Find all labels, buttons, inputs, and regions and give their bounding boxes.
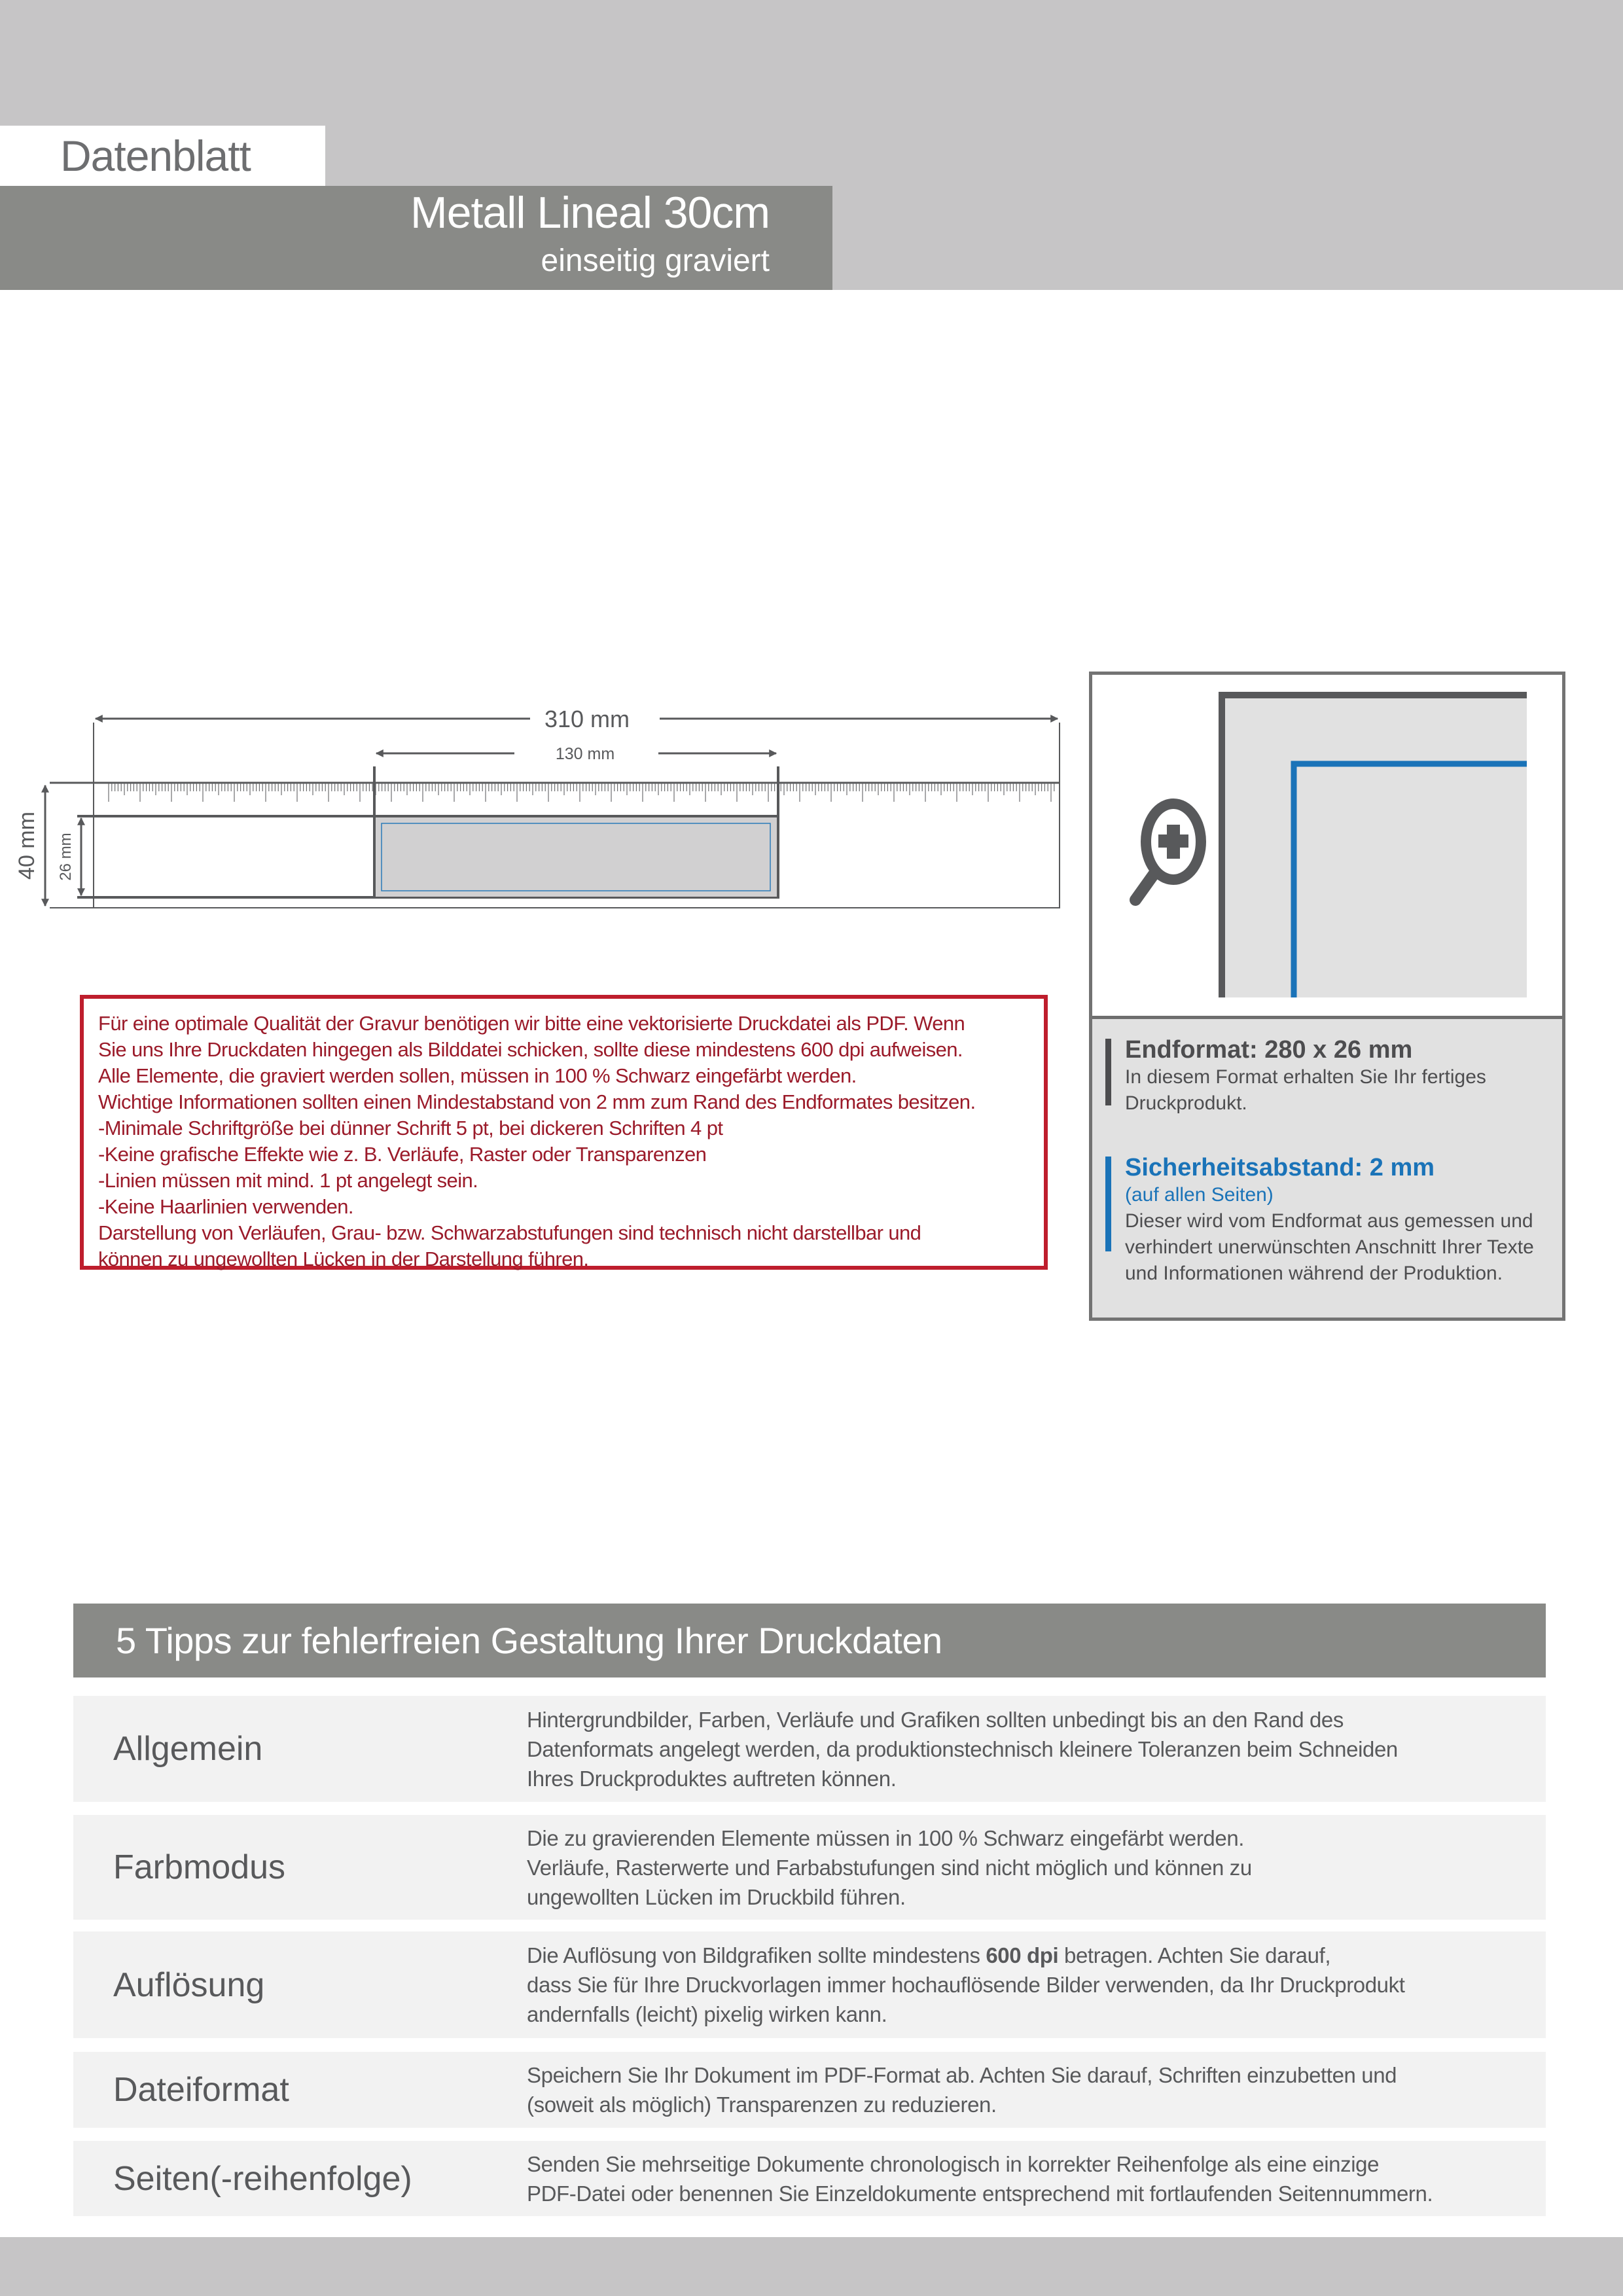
endformat-marker [1105,1039,1111,1105]
dim-26-label: 26 mm [57,833,75,881]
safety-marker [1105,1157,1111,1251]
notice-text [98,1011,1029,1272]
tips-header [73,1604,1546,1677]
tip-row-allgemein [73,1696,1546,1802]
product-subtitle: einseitig graviert [541,243,770,278]
tip-line [527,1941,1405,1970]
tip-description [527,1931,1405,2038]
tip-line: (soweit als möglich) Transparenzen zu reduzieren. [527,2092,997,2117]
ruler-ticks [109,783,1054,802]
tip-row-aufloesung [73,1931,1546,2038]
zoom-in-icon [1135,804,1201,900]
tip-text: Die Auflösung von Bildgrafiken sollte mindestens [527,1943,986,1967]
tip-emphasis: 600 dpi [986,1943,1059,1967]
format-info-panel [1089,672,1565,1321]
tip-line: andernfalls (leicht) pixelig wirken kann. [527,2002,887,2026]
notice-line: Wichtige Informationen sollten einen Mindestabstand von 2 mm zum Rand des Endformates besitzen. [98,1090,976,1113]
footer-band [0,2237,1623,2296]
notice-line: Für eine optimale Qualität der Gravur benötigen wir bitte eine vektorisierte Druckdatei als PDF. Wenn [98,1012,965,1035]
tip-row-farbmodus [73,1815,1546,1920]
zoom-preview [1092,675,1562,1019]
notice-line: -Keine Haarlinien verwenden. [98,1195,353,1218]
tip-line: ungewollten Lücken im Druckbild führen. [527,1884,906,1909]
endformat-body: In diesem Format erhalten Sie Ihr fertiges Druckprodukt. [1125,1066,1486,1114]
endformat-preview-area [1219,692,1527,997]
notice-line: -Minimale Schriftgröße bei dünner Schrift 5 pt, bei dickeren Schriften 4 pt [98,1117,723,1139]
tip-text: betragen. Achten Sie darauf, [1058,1943,1331,1967]
tip-description [527,2052,1397,2128]
notice-line: -Linien müssen mit mind. 1 pt angelegt sein. [98,1169,478,1192]
notice-line: Darstellung von Verläufen, Grau- bzw. Schwarzabstufungen sind technisch nicht darstellbar und [98,1221,921,1244]
dim-130-label: 130 mm [555,745,615,763]
endformat-block [1125,1035,1557,1117]
tip-description [527,1696,1398,1802]
tips-title: 5 Tipps zur fehlerfreien Gestaltung Ihrer Druckdaten [116,1620,942,1661]
doc-type-label: Datenblatt [60,132,251,180]
tip-label: Allgemein [113,1730,263,1768]
tip-label: Seiten(-reihenfolge) [113,2159,412,2198]
dim-310-label: 310 mm [544,706,630,732]
tip-label: Farbmodus [113,1848,285,1886]
notice-line: Alle Elemente, die graviert werden sollen, müssen in 100 % Schwarz eingefärbt werden. [98,1064,857,1087]
tip-line: Die zu gravierenden Elemente müssen in 100 % Schwarz eingefärbt werden. [527,1825,1245,1850]
tip-line: Ihres Druckproduktes auftreten können. [527,1766,897,1791]
tip-row-seiten [73,2141,1546,2216]
engrave-area [374,817,777,897]
tip-row-dateiformat [73,2052,1546,2128]
ruler-diagram [0,681,1086,929]
tip-line: Datenformats angelegt werden, da produktionstechnisch kleinere Toleranzen beim Schneiden [527,1736,1398,1761]
tip-label: Auflösung [113,1965,265,2004]
notice-line: können zu ungewollten Lücken in der Darstellung führen. [98,1247,589,1270]
tip-line: Senden Sie mehrseitige Dokumente chronologisch in korrekter Reihenfolge als eine einzige [527,2151,1380,2176]
safety-body: Dieser wird vom Endformat aus gemessen und verhindert unerwünschten Anschnitt Ihrer Texte und Informationen während der Produktion. [1125,1210,1534,1284]
safety-subtitle: (auf allen Seiten) [1125,1184,1274,1206]
tip-line: Hintergrundbilder, Farben, Verläufe und Grafiken sollten unbedingt bis an den Rand des [527,1707,1344,1732]
notice-box [80,995,1048,1270]
safety-block [1125,1153,1557,1287]
tip-line: dass Sie für Ihre Druckvorlagen immer hochauflösende Bilder verwenden, da Ihr Druckprodukt [527,1973,1405,1997]
tip-line: PDF-Datei oder benennen Sie Einzeldokumente entsprechend mit fortlaufenden Seitennummern. [527,2181,1433,2206]
safety-title: Sicherheitsabstand: 2 mm [1125,1154,1435,1181]
tip-description [527,1815,1252,1920]
tip-description [527,2141,1433,2216]
endformat-title: Endformat: 280 x 26 mm [1125,1036,1413,1064]
tip-line: Speichern Sie Ihr Dokument im PDF-Format ab. Achten Sie darauf, Schriften einzubetten und [527,2063,1397,2087]
tip-label: Dateiformat [113,2071,289,2109]
product-title: Metall Lineal 30cm [410,188,770,238]
dim-40-label: 40 mm [14,812,39,880]
tip-line: Verläufe, Rasterwerte und Farbabstufungen sind nicht möglich und können zu [527,1855,1252,1880]
notice-line: -Keine grafische Effekte wie z. B. Verläufe, Raster oder Transparenzen [98,1143,707,1166]
notice-line: Sie uns Ihre Druckdaten hingegen als Bilddatei schicken, sollte diese mindestens 600 dpi aufweisen. [98,1038,963,1061]
